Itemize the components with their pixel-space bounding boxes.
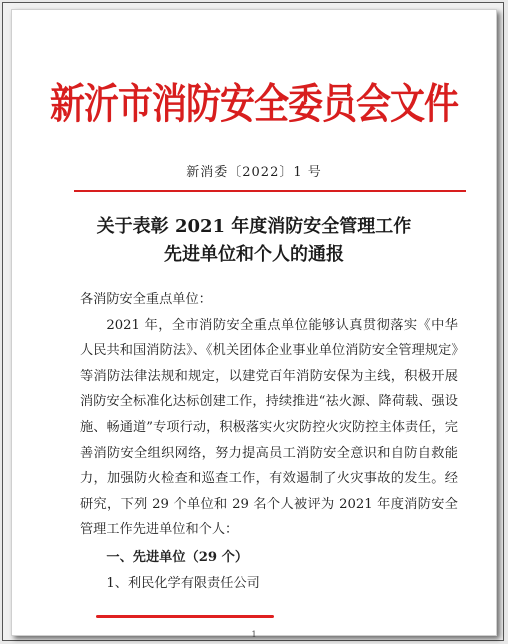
document-number: 新消委〔2022〕1 号 xyxy=(186,165,322,180)
document-page xyxy=(11,9,497,639)
notice-body xyxy=(80,287,458,596)
document-header-title: 新沂市消防安全委员会文件 xyxy=(49,80,458,129)
red-underline-annotation xyxy=(96,615,274,618)
list-item: 1、利民化学有限责任公司 xyxy=(106,575,260,591)
red-divider-line xyxy=(74,190,466,192)
subject-line-2: 先进单位和个人的通报 xyxy=(164,244,344,265)
page-number: 1 xyxy=(251,630,257,639)
image-frame xyxy=(2,2,504,641)
body-paragraph: 2021 年，全市消防安全重点单位能够认真贯彻落实《中华人民共和国消防法》、《机关团体企业事业单位消防安全管理规定》等消防法律法规和规定，以建党百年消防安保为主线，积极开展消防安全标准化达标创建工作，持续推进“祛火源、降荷载、强设施、畅通道”专项行动，积极落实火灾防控火灾防控主体责任，完善消防安全组织网络，努力提高员工消防安全意识和自防自救能力，加强防火检查和巡查工作，有效遏制了火灾事故的发生。经研究，下列 29 个单位和 29 名个人被评为 2021 年度消防安全管理工作先进单位和个人： xyxy=(80,317,458,538)
notice-subject xyxy=(12,213,496,269)
section-heading: 一、先进单位（29 个） xyxy=(106,549,249,565)
subject-line-1: 关于表彰 2021 年度消防安全管理工作 xyxy=(96,216,412,237)
salutation: 各消防安全重点单位： xyxy=(80,292,212,307)
